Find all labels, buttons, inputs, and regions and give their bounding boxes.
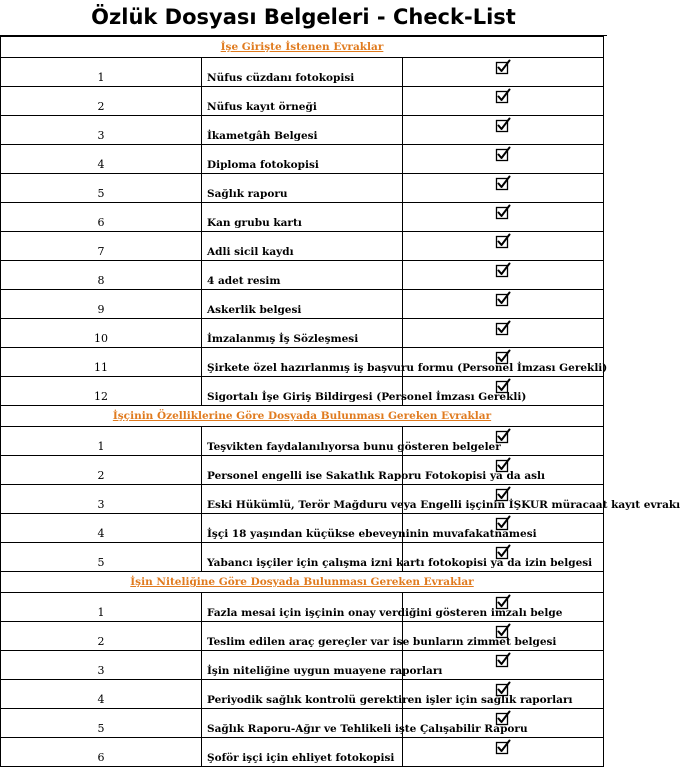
item-checkbox-cell — [403, 738, 604, 767]
item-text: Eski Hükümlü, Terör Mağduru veya Engelli işçinin İŞKUR müracaat kayıt evrakı — [202, 485, 403, 514]
item-text: Kan grubu kartı — [202, 203, 403, 232]
checklist-row — [1, 514, 604, 543]
checked-checkbox-icon[interactable] — [495, 233, 511, 249]
checked-checkbox-icon[interactable] — [495, 594, 511, 610]
checked-checkbox-icon[interactable] — [495, 117, 511, 133]
checklist-row — [1, 174, 604, 203]
section-title: İşin Niteliğine Göre Dosyada Bulunması Gereken Evraklar — [1, 572, 604, 593]
checklist-row — [1, 593, 604, 622]
item-number: 6 — [1, 203, 202, 232]
section-header-row — [1, 572, 604, 593]
checklist-row — [1, 709, 604, 738]
checked-checkbox-icon[interactable] — [495, 349, 511, 365]
checklist-row — [1, 427, 604, 456]
item-checkbox-cell — [403, 290, 604, 319]
item-text: Teslim edilen araç gereçler var ise bunların zimmet belgesi — [202, 622, 403, 651]
item-number: 9 — [1, 290, 202, 319]
item-number: 3 — [1, 651, 202, 680]
item-text: İkametgâh Belgesi — [202, 116, 403, 145]
checked-checkbox-icon[interactable] — [495, 320, 511, 336]
page-title: Özlük Dosyası Belgeleri - Check-List — [0, 0, 607, 36]
checked-checkbox-icon[interactable] — [495, 59, 511, 75]
checklist-row — [1, 319, 604, 348]
checklist-row — [1, 145, 604, 174]
item-text: Şirkete özel hazırlanmış iş başvuru formu (Personel İmzası Gerekli) — [202, 348, 403, 377]
checked-checkbox-icon[interactable] — [495, 486, 511, 502]
item-checkbox-cell — [403, 174, 604, 203]
item-text: Şoför işçi için ehliyet fotokopisi — [202, 738, 403, 767]
checked-checkbox-icon[interactable] — [495, 262, 511, 278]
item-checkbox-cell — [403, 232, 604, 261]
item-number: 3 — [1, 116, 202, 145]
section-title: İşçinin Özelliklerine Göre Dosyada Bulunması Gereken Evraklar — [1, 406, 604, 427]
checked-checkbox-icon[interactable] — [495, 428, 511, 444]
item-number: 12 — [1, 377, 202, 406]
checklist-row — [1, 622, 604, 651]
checklist-rows — [1, 37, 680, 767]
item-text: Adli sicil kaydı — [202, 232, 403, 261]
checklist-row — [1, 680, 604, 709]
checked-checkbox-icon[interactable] — [495, 88, 511, 104]
item-number: 3 — [1, 485, 202, 514]
item-text: İmzalanmış İş Sözleşmesi — [202, 319, 403, 348]
checklist-row — [1, 203, 604, 232]
item-text: Askerlik belgesi — [202, 290, 403, 319]
checked-checkbox-icon[interactable] — [495, 291, 511, 307]
checklist-row — [1, 261, 604, 290]
checked-checkbox-icon[interactable] — [495, 739, 511, 755]
checked-checkbox-icon[interactable] — [495, 515, 511, 531]
item-checkbox-cell — [403, 87, 604, 116]
item-number: 4 — [1, 514, 202, 543]
item-number: 8 — [1, 261, 202, 290]
item-text: Teşvikten faydalanılıyorsa bunu gösteren belgeler — [202, 427, 403, 456]
checked-checkbox-icon[interactable] — [495, 378, 511, 394]
item-number: 2 — [1, 456, 202, 485]
item-number: 4 — [1, 145, 202, 174]
checked-checkbox-icon[interactable] — [495, 652, 511, 668]
checked-checkbox-icon[interactable] — [495, 204, 511, 220]
item-number: 5 — [1, 543, 202, 572]
checklist-row — [1, 456, 604, 485]
checked-checkbox-icon[interactable] — [495, 146, 511, 162]
item-text: 4 adet resim — [202, 261, 403, 290]
section-header-row — [1, 37, 604, 58]
item-number: 1 — [1, 593, 202, 622]
checked-checkbox-icon[interactable] — [495, 175, 511, 191]
item-number: 7 — [1, 232, 202, 261]
checked-checkbox-icon[interactable] — [495, 457, 511, 473]
section-header-row — [1, 406, 604, 427]
item-number: 1 — [1, 427, 202, 456]
checklist-row — [1, 58, 604, 87]
checklist-row — [1, 543, 604, 572]
item-text: Periyodik sağlık kontrolü gerektiren işler için sağlık raporları — [202, 680, 403, 709]
checklist-row — [1, 116, 604, 145]
item-checkbox-cell — [403, 116, 604, 145]
checklist-row — [1, 485, 604, 514]
item-text: Diploma fotokopisi — [202, 145, 403, 174]
checked-checkbox-icon[interactable] — [495, 681, 511, 697]
item-number: 6 — [1, 738, 202, 767]
item-text: Sağlık raporu — [202, 174, 403, 203]
item-text: Fazla mesai için işçinin onay verdiğini gösteren imzalı belge — [202, 593, 403, 622]
checklist-row — [1, 651, 604, 680]
item-number: 2 — [1, 622, 202, 651]
item-number: 5 — [1, 174, 202, 203]
checklist-row — [1, 348, 604, 377]
item-number: 10 — [1, 319, 202, 348]
item-checkbox-cell — [403, 203, 604, 232]
checklist-row — [1, 738, 604, 767]
item-number: 11 — [1, 348, 202, 377]
item-text: İşin niteliğine uygun muayene raporları — [202, 651, 403, 680]
item-text: Sağlık Raporu-Ağır ve Tehlikeli işte Çalışabilir Raporu — [202, 709, 403, 738]
item-text: Sigortalı İşe Giriş Bildirgesi (Personel İmzası Gerekli) — [202, 377, 403, 406]
checklist-row — [1, 87, 604, 116]
item-number: 4 — [1, 680, 202, 709]
item-number: 1 — [1, 58, 202, 87]
checked-checkbox-icon[interactable] — [495, 710, 511, 726]
item-checkbox-cell — [403, 319, 604, 348]
item-checkbox-cell — [403, 261, 604, 290]
item-text: Personel engelli ise Sakatlık Raporu Fotokopisi ya da aslı — [202, 456, 403, 485]
section-title: İşe Girişte İstenen Evraklar — [1, 37, 604, 58]
item-text: İşçi 18 yaşından küçükse ebeveyninin muvafakatnamesi — [202, 514, 403, 543]
checklist-row — [1, 232, 604, 261]
item-number: 5 — [1, 709, 202, 738]
item-checkbox-cell — [403, 58, 604, 87]
checklist-row — [1, 377, 604, 406]
item-text: Nüfus kayıt örneği — [202, 87, 403, 116]
checked-checkbox-icon[interactable] — [495, 544, 511, 560]
item-checkbox-cell — [403, 145, 604, 174]
item-text: Nüfus cüzdanı fotokopisi — [202, 58, 403, 87]
item-number: 2 — [1, 87, 202, 116]
checklist-table — [0, 36, 680, 767]
item-text: Yabancı işçiler için çalışma izni kartı fotokopisi ya da izin belgesi — [202, 543, 403, 572]
checklist-row — [1, 290, 604, 319]
checked-checkbox-icon[interactable] — [495, 623, 511, 639]
